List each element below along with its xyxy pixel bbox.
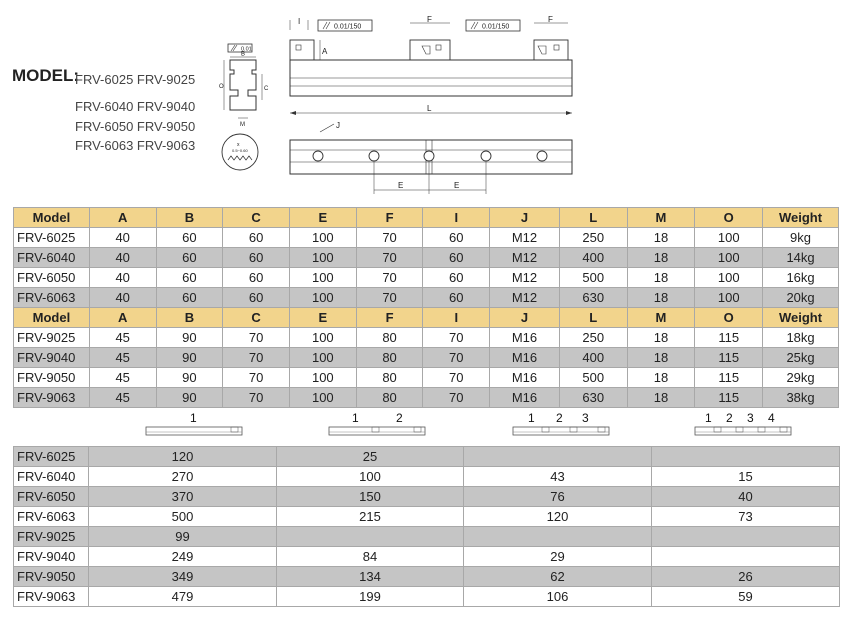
table-header-cell: I xyxy=(423,308,490,328)
table-cell: 70 xyxy=(356,288,423,308)
table-header-cell: Weight xyxy=(763,208,839,228)
table-header-cell: J xyxy=(490,208,560,228)
table-cell xyxy=(464,447,652,467)
table-row xyxy=(14,248,839,268)
dim-a-label: A xyxy=(322,47,328,56)
table-cell: M16 xyxy=(490,348,560,368)
model-label: MODEL: xyxy=(12,66,80,85)
tolerance-text: 0.01 xyxy=(241,46,252,53)
table-header-cell: E xyxy=(289,208,356,228)
table-cell: 70 xyxy=(423,368,490,388)
table-cell: 70 xyxy=(223,328,290,348)
table-cell: 60 xyxy=(423,288,490,308)
segment-label: 1 xyxy=(352,411,359,425)
table-cell xyxy=(652,547,840,567)
dim-e2-label: E xyxy=(454,181,460,190)
table-row xyxy=(14,527,840,547)
table-cell: 70 xyxy=(223,348,290,368)
segment-label: 2 xyxy=(556,411,563,425)
segment-label: 2 xyxy=(396,411,403,425)
table-cell: 18 xyxy=(627,248,695,268)
table-cell: 250 xyxy=(559,228,627,248)
segment-label: 2 xyxy=(726,411,733,425)
table-cell: 62 xyxy=(464,567,652,587)
table-cell: 349 xyxy=(89,567,277,587)
table-cell: 60 xyxy=(156,228,223,248)
table-cell: 70 xyxy=(423,328,490,348)
table-header-cell: A xyxy=(89,208,156,228)
segment-label: 1 xyxy=(705,411,712,425)
table-cell: 18 xyxy=(627,288,695,308)
spec-table xyxy=(13,207,839,408)
table-header-cell: O xyxy=(695,208,763,228)
table-cell: 60 xyxy=(223,268,290,288)
table-cell: 40 xyxy=(89,268,156,288)
table-cell: 120 xyxy=(464,507,652,527)
table-cell: 100 xyxy=(289,288,356,308)
table-cell: FRV-6050 xyxy=(14,487,89,507)
table-header-cell: J xyxy=(490,308,560,328)
dim-b-label: B xyxy=(241,51,246,58)
dim-j-label: J xyxy=(336,121,340,130)
table-cell: 250 xyxy=(559,328,627,348)
table-cell: 70 xyxy=(223,388,290,408)
table-cell: M16 xyxy=(490,328,560,348)
table-cell: 100 xyxy=(695,268,763,288)
table-row xyxy=(14,328,839,348)
table-cell: 26 xyxy=(652,567,840,587)
table-header-cell: Model xyxy=(14,208,90,228)
table-cell: 29 xyxy=(464,547,652,567)
table-cell: 270 xyxy=(89,467,277,487)
table-header-cell: Model xyxy=(14,308,90,328)
length-dimension xyxy=(286,104,578,118)
dim-f2-label: F xyxy=(548,15,553,24)
table-header-cell: F xyxy=(356,208,423,228)
table-cell: 100 xyxy=(695,228,763,248)
table-cell: 80 xyxy=(356,328,423,348)
cross-section-drawing xyxy=(216,40,276,180)
table-cell: 70 xyxy=(356,248,423,268)
detail-range-label: 0.5~0.60 xyxy=(232,148,248,153)
table-cell: FRV-6063 xyxy=(14,288,90,308)
table-cell: 100 xyxy=(289,268,356,288)
dim-e1-label: E xyxy=(398,181,404,190)
table-row xyxy=(14,487,840,507)
table-cell: 70 xyxy=(423,388,490,408)
table-header-cell: Weight xyxy=(763,308,839,328)
table-row xyxy=(14,547,840,567)
table-cell xyxy=(464,527,652,547)
table-cell: 249 xyxy=(89,547,277,567)
table-cell: 40 xyxy=(89,248,156,268)
model-line: FRV-6050 FRV-9050 xyxy=(75,119,196,134)
table-cell: 45 xyxy=(89,328,156,348)
tolerance-2-text: 0.01/150 xyxy=(482,23,510,31)
table-cell: 400 xyxy=(559,348,627,368)
table-cell: FRV-6063 xyxy=(14,507,89,527)
table-cell: M12 xyxy=(490,228,560,248)
table-cell: 115 xyxy=(695,348,763,368)
dim-i-label: I xyxy=(298,17,301,26)
dim-o-label: O xyxy=(219,84,224,90)
table-cell: 60 xyxy=(223,248,290,268)
table-header-cell: B xyxy=(156,208,223,228)
table-cell: 60 xyxy=(423,268,490,288)
table-cell: 70 xyxy=(423,348,490,368)
segment-icon-3 xyxy=(512,424,612,440)
table-row xyxy=(14,368,839,388)
table-cell: 100 xyxy=(289,388,356,408)
table-cell: 90 xyxy=(156,328,223,348)
table-cell: M12 xyxy=(490,268,560,288)
model-line: FRV-6040 FRV-9040 xyxy=(75,99,196,114)
table-row xyxy=(14,587,840,607)
table-cell: 80 xyxy=(356,348,423,368)
table-cell: 106 xyxy=(464,587,652,607)
segment-label: 1 xyxy=(190,411,197,425)
table-cell: 60 xyxy=(156,268,223,288)
table-cell: FRV-6040 xyxy=(14,248,90,268)
table-row xyxy=(14,447,840,467)
table-cell: 199 xyxy=(277,587,464,607)
table-cell: 18 xyxy=(627,388,695,408)
table-row xyxy=(14,348,839,368)
table-cell: 630 xyxy=(559,388,627,408)
table-cell: 25kg xyxy=(763,348,839,368)
table-cell: 115 xyxy=(695,328,763,348)
table-cell: 29kg xyxy=(763,368,839,388)
table-cell: M12 xyxy=(490,248,560,268)
table-cell: 120 xyxy=(89,447,277,467)
table-cell: 400 xyxy=(559,248,627,268)
table-cell: 18kg xyxy=(763,328,839,348)
segment-label: 3 xyxy=(747,411,754,425)
table-cell: FRV-6050 xyxy=(14,268,90,288)
table-cell: 134 xyxy=(277,567,464,587)
table-cell: FRV-9063 xyxy=(14,587,89,607)
table-header-row xyxy=(14,308,839,328)
table-cell: 18 xyxy=(627,328,695,348)
table-cell: 73 xyxy=(652,507,840,527)
table-cell: FRV-9040 xyxy=(14,547,89,567)
table-cell: 45 xyxy=(89,348,156,368)
table-cell: 43 xyxy=(464,467,652,487)
table-cell: 100 xyxy=(289,228,356,248)
table-cell: M16 xyxy=(490,368,560,388)
table-cell: 59 xyxy=(652,587,840,607)
detail-x-label: x xyxy=(237,142,240,148)
table-cell: 500 xyxy=(559,368,627,388)
segment-label: 1 xyxy=(528,411,535,425)
table-cell: 90 xyxy=(156,368,223,388)
table-cell: 60 xyxy=(423,248,490,268)
table-cell xyxy=(652,527,840,547)
table-cell: 9kg xyxy=(763,228,839,248)
top-view-drawing xyxy=(286,118,578,196)
table-row xyxy=(14,388,839,408)
table-cell: 100 xyxy=(289,348,356,368)
table-header-cell: O xyxy=(695,308,763,328)
table-cell: 45 xyxy=(89,388,156,408)
table-cell: FRV-9063 xyxy=(14,388,90,408)
side-view-drawing xyxy=(286,12,578,104)
table-row xyxy=(14,268,839,288)
table-cell xyxy=(652,447,840,467)
table-cell: FRV-6025 xyxy=(14,228,90,248)
table-header-cell: M xyxy=(627,208,695,228)
segment-icon-4 xyxy=(694,424,794,440)
table-cell: 100 xyxy=(695,288,763,308)
table-cell: 40 xyxy=(89,228,156,248)
table-cell: 60 xyxy=(223,288,290,308)
table-cell: 80 xyxy=(356,388,423,408)
table-cell: 40 xyxy=(89,288,156,308)
table-cell xyxy=(277,527,464,547)
table-cell: 60 xyxy=(156,288,223,308)
table-cell: 100 xyxy=(277,467,464,487)
segment-icon-1 xyxy=(145,424,245,440)
table-cell: FRV-6025 xyxy=(14,447,89,467)
table-header-cell: F xyxy=(356,308,423,328)
table-row xyxy=(14,567,840,587)
segment-label: 4 xyxy=(768,411,775,425)
dim-c-label: C xyxy=(264,86,269,92)
table-row xyxy=(14,467,840,487)
table-cell: 100 xyxy=(695,248,763,268)
table-cell: 370 xyxy=(89,487,277,507)
table-cell: 18 xyxy=(627,228,695,248)
table-header-cell: A xyxy=(89,308,156,328)
dim-l-label: L xyxy=(427,104,432,113)
table-cell: 18 xyxy=(627,368,695,388)
table-header-cell: E xyxy=(289,308,356,328)
table-header-cell: L xyxy=(559,308,627,328)
segment-icon-2 xyxy=(328,424,428,440)
table-cell: FRV-9025 xyxy=(14,328,90,348)
table-cell: 90 xyxy=(156,388,223,408)
table-header-row xyxy=(14,208,839,228)
table-cell: 100 xyxy=(289,368,356,388)
table-row xyxy=(14,507,840,527)
table-cell: FRV-9025 xyxy=(14,527,89,547)
table-header-cell: C xyxy=(223,308,290,328)
table-cell: 15 xyxy=(652,467,840,487)
position-table xyxy=(13,446,840,607)
table-cell: 70 xyxy=(223,368,290,388)
table-cell: FRV-9040 xyxy=(14,348,90,368)
table-cell: 16kg xyxy=(763,268,839,288)
table-cell: 40 xyxy=(652,487,840,507)
table-cell: 100 xyxy=(289,248,356,268)
table-cell: 90 xyxy=(156,348,223,368)
model-line: FRV-6025 FRV-9025 xyxy=(75,72,196,87)
table-cell: 500 xyxy=(89,507,277,527)
tolerance-1-text: 0.01/150 xyxy=(334,23,362,31)
table-cell: 60 xyxy=(156,248,223,268)
table-cell: 38kg xyxy=(763,388,839,408)
table-row xyxy=(14,228,839,248)
table-cell: 25 xyxy=(277,447,464,467)
table-cell: 70 xyxy=(356,228,423,248)
table-cell: 18 xyxy=(627,348,695,368)
table-header-cell: L xyxy=(559,208,627,228)
table-cell: 80 xyxy=(356,368,423,388)
table-cell: 215 xyxy=(277,507,464,527)
table-cell: 115 xyxy=(695,368,763,388)
table-cell: 84 xyxy=(277,547,464,567)
table-cell: 20kg xyxy=(763,288,839,308)
table-cell: 18 xyxy=(627,268,695,288)
table-cell: 500 xyxy=(559,268,627,288)
table-cell: M16 xyxy=(490,388,560,408)
table-cell: 99 xyxy=(89,527,277,547)
table-cell: 76 xyxy=(464,487,652,507)
table-header-cell: M xyxy=(627,308,695,328)
table-cell: FRV-9050 xyxy=(14,368,90,388)
table-cell: 70 xyxy=(356,268,423,288)
model-line: FRV-6063 FRV-9063 xyxy=(75,138,196,153)
table-cell: 115 xyxy=(695,388,763,408)
table-header-cell: B xyxy=(156,308,223,328)
table-cell: 150 xyxy=(277,487,464,507)
table-header-cell: I xyxy=(423,208,490,228)
table-cell: 60 xyxy=(423,228,490,248)
table-cell: M12 xyxy=(490,288,560,308)
table-header-cell: C xyxy=(223,208,290,228)
table-cell: 45 xyxy=(89,368,156,388)
table-cell: FRV-6040 xyxy=(14,467,89,487)
segment-label: 3 xyxy=(582,411,589,425)
table-cell: 14kg xyxy=(763,248,839,268)
table-cell: 60 xyxy=(223,228,290,248)
table-row xyxy=(14,288,839,308)
table-cell: 479 xyxy=(89,587,277,607)
dim-f1-label: F xyxy=(427,15,432,24)
table-cell: 630 xyxy=(559,288,627,308)
table-cell: 100 xyxy=(289,328,356,348)
dim-m-label: M xyxy=(240,122,245,128)
table-cell: FRV-9050 xyxy=(14,567,89,587)
